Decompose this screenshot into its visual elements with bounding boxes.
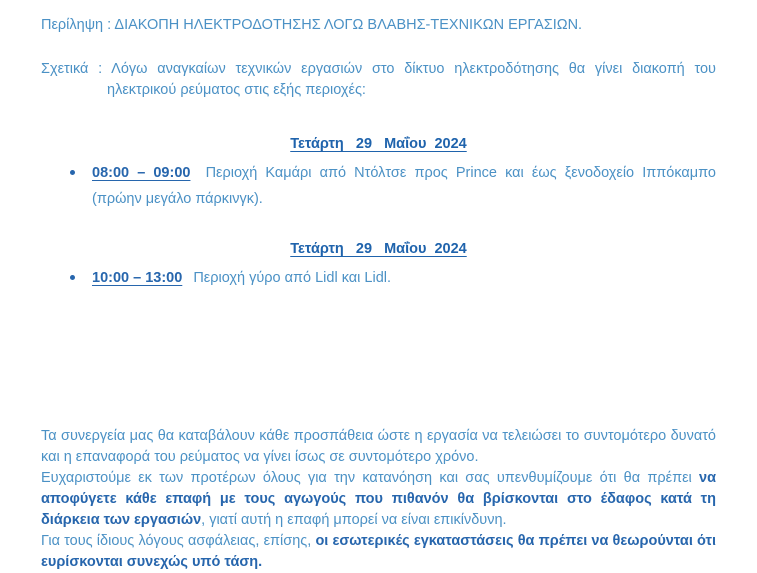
closing-p3-bold: οι εσωτερικές εγκαταστάσεις θα πρέπει να θεωρούνται ότι ευρίσκονται συνεχώς υπό τάση. bbox=[41, 533, 716, 570]
bullet-icon bbox=[70, 170, 75, 175]
closing-p2-regular-1: Ευχαριστούμε εκ των προτέρων όλους για την κατανόηση και σας υπενθυμίζουμε ότι θα πρέπει bbox=[41, 470, 700, 486]
regarding-label: Σχετικά : bbox=[41, 61, 103, 77]
outage-time-2: 10:00 – 13:00 bbox=[92, 270, 183, 286]
bullet-icon bbox=[70, 275, 75, 280]
outage-date-text-1: Τετάρτη 29 Μαΐου 2024 bbox=[290, 136, 467, 152]
outage-bullet-1 bbox=[41, 160, 716, 212]
closing-paragraph-2 bbox=[41, 468, 716, 531]
summary-label: Περίληψη : bbox=[41, 17, 112, 33]
outage-section-1 bbox=[41, 134, 716, 212]
outage-section-2 bbox=[41, 239, 716, 291]
closing-paragraph-1: Τα συνεργεία μας θα καταβάλουν κάθε προσπάθεια ώστε η εργασία να τελειώσει το συντομότερο δυνατό και η επαναφορά του ρεύματος να γίνει ίσως σε συντομότερο χρόνο. bbox=[41, 428, 716, 465]
summary-text: ΔΙΑΚΟΠΗ ΗΛΕΚΤΡΟΔΟΤΗΣΗΣ ΛΟΓΩ ΒΛΑΒΗΣ-ΤΕΧΝΙΚΩΝ ΕΡΓΑΣΙΩΝ. bbox=[114, 17, 583, 33]
outage-date-text-2: Τετάρτη 29 Μαΐου 2024 bbox=[290, 241, 467, 257]
closing-block bbox=[41, 426, 716, 573]
outage-description-1: Περιοχή Καμάρι από Ντόλτσε προς Prince και έως ξενοδοχείο Ιππόκαμπο (πρώην μεγάλο πάρκινγκ). bbox=[92, 165, 716, 207]
outage-bullet-2 bbox=[41, 265, 716, 291]
outage-date-heading-1 bbox=[41, 134, 716, 155]
closing-p2-bold: να αποφύγετε κάθε επαφή με τους αγωγούς που πιθανόν θα βρίσκονται στο έδαφος κατά τη διάρκεια των εργασιών bbox=[41, 470, 716, 528]
closing-p2-regular-2: , γιατί αυτή η επαφή μπορεί να είναι επικίνδυνη. bbox=[201, 512, 507, 528]
closing-p3-regular: Για τους ίδιους λόγους ασφάλειας, επίσης, bbox=[41, 533, 316, 549]
summary-line bbox=[41, 15, 716, 36]
outage-date-heading-2 bbox=[41, 239, 716, 260]
outage-description-2: Περιοχή γύρο από Lidl και Lidl. bbox=[193, 270, 392, 286]
outage-time-1: 08:00 – 09:00 bbox=[92, 165, 191, 181]
closing-paragraph-3 bbox=[41, 531, 716, 573]
regarding-text: Λόγω αναγκαίων τεχνικών εργασιών στο δίκτυο ηλεκτροδότησης θα γίνει διακοπή του ηλεκτρικού ρεύματος στις εξής περιοχές: bbox=[107, 61, 716, 98]
regarding-paragraph bbox=[41, 59, 716, 101]
